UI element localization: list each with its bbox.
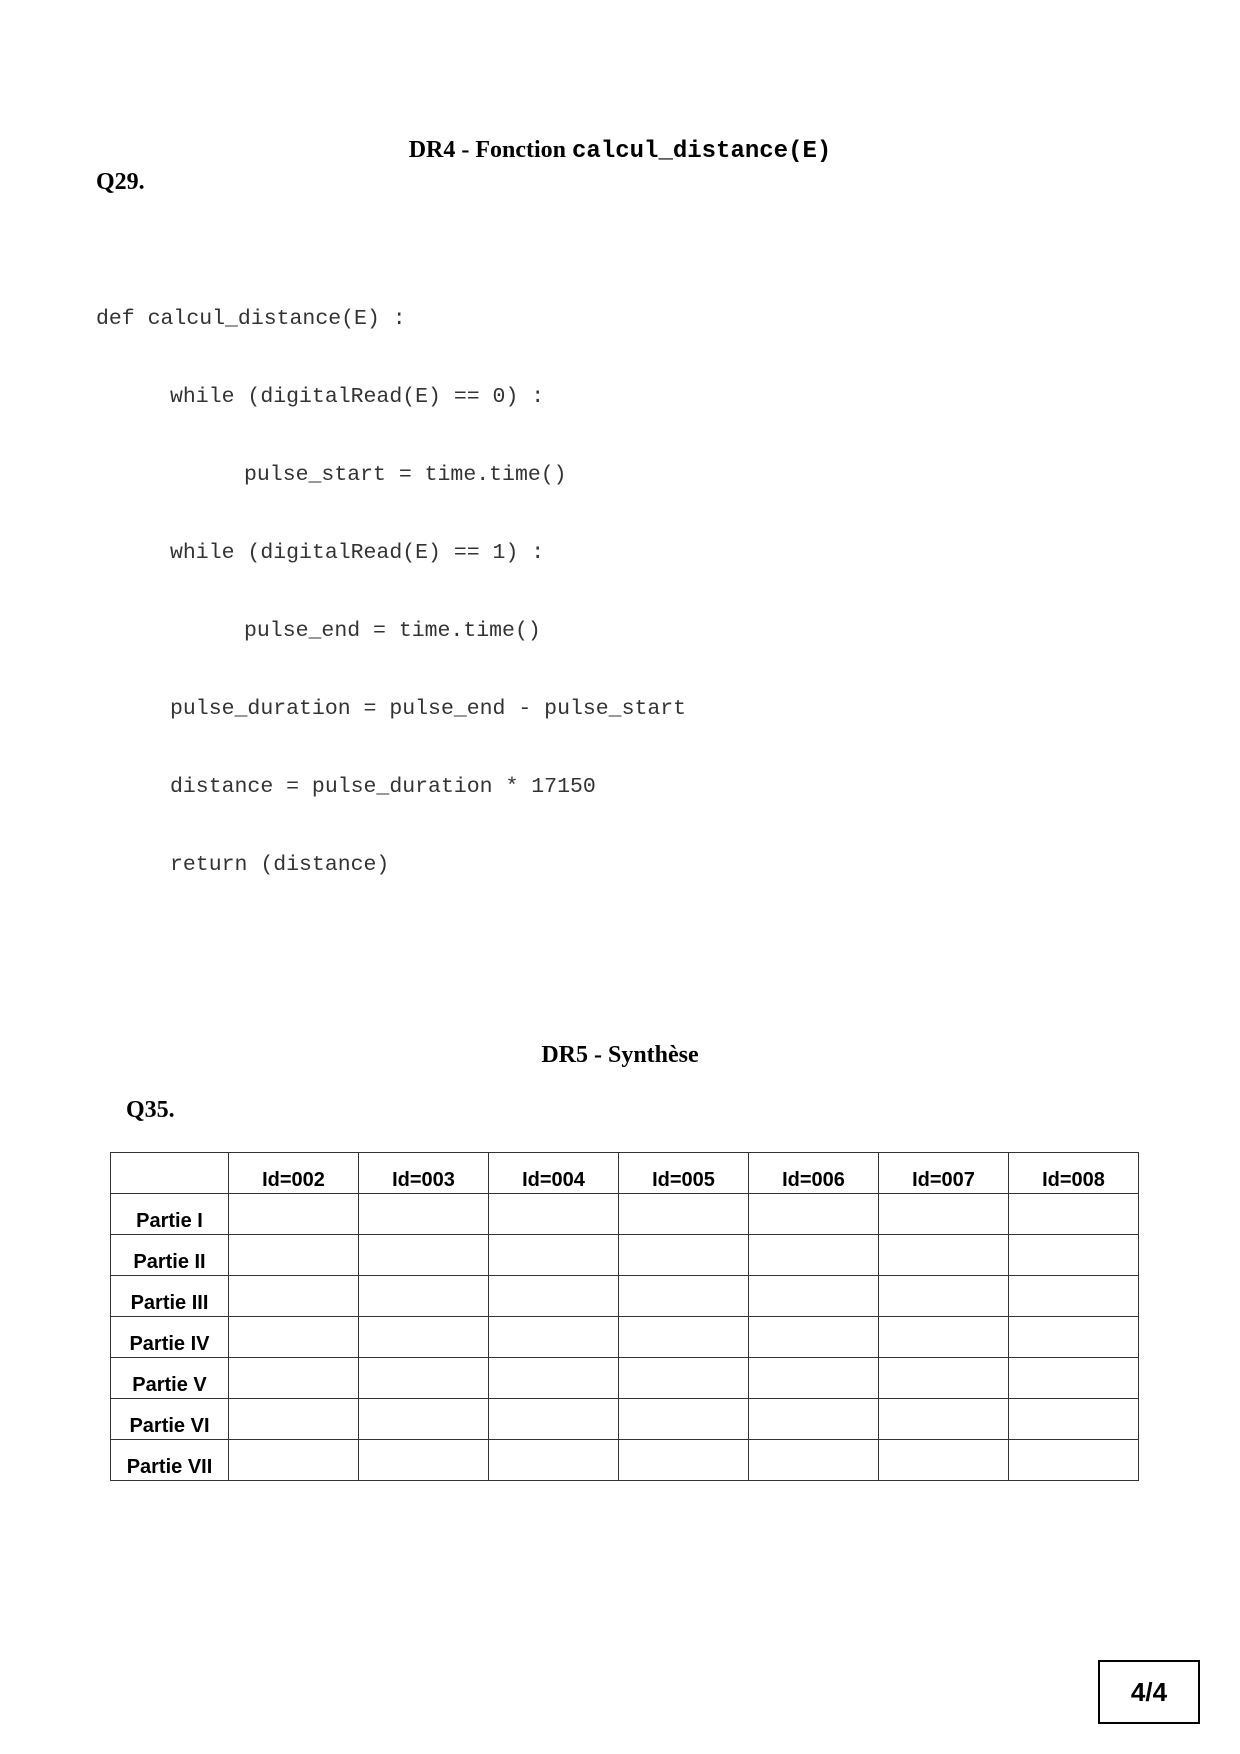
answer-cell[interactable] <box>489 1235 619 1276</box>
table-row <box>111 1317 1139 1358</box>
answer-cell[interactable] <box>489 1194 619 1235</box>
table-row <box>111 1276 1139 1317</box>
dr5-title: DR5 - Synthèse <box>541 1042 699 1068</box>
row-header: Partie I <box>111 1194 229 1235</box>
question-q29: Q29. <box>96 169 145 195</box>
answer-cell[interactable] <box>879 1194 1009 1235</box>
code-block <box>96 254 686 904</box>
column-header: Id=003 <box>359 1153 489 1194</box>
answer-cell[interactable] <box>619 1358 749 1399</box>
answer-cell[interactable] <box>359 1276 489 1317</box>
row-header: Partie IV <box>111 1317 229 1358</box>
answer-cell[interactable] <box>489 1399 619 1440</box>
table-row <box>111 1235 1139 1276</box>
column-header: Id=007 <box>879 1153 1009 1194</box>
dr4-title-prefix: DR4 - Fonction <box>408 137 573 163</box>
code-line: pulse_start = time.time() <box>244 463 567 487</box>
code-line: pulse_end = time.time() <box>244 619 541 643</box>
dr4-title <box>0 137 1240 165</box>
answer-cell[interactable] <box>1009 1399 1139 1440</box>
row-header: Partie VI <box>111 1399 229 1440</box>
answer-cell[interactable] <box>1009 1358 1139 1399</box>
answer-cell[interactable] <box>879 1440 1009 1481</box>
page-number-box <box>1098 1660 1200 1724</box>
table-row <box>111 1399 1139 1440</box>
answer-cell[interactable] <box>229 1317 359 1358</box>
column-header: Id=006 <box>749 1153 879 1194</box>
table-row <box>111 1194 1139 1235</box>
answer-cell[interactable] <box>879 1358 1009 1399</box>
answer-cell[interactable] <box>619 1440 749 1481</box>
column-header: Id=004 <box>489 1153 619 1194</box>
column-header: Id=008 <box>1009 1153 1139 1194</box>
row-header: Partie V <box>111 1358 229 1399</box>
answer-cell[interactable] <box>1009 1194 1139 1235</box>
row-header: Partie III <box>111 1276 229 1317</box>
answer-cell[interactable] <box>749 1440 879 1481</box>
answer-cell[interactable] <box>359 1440 489 1481</box>
answer-cell[interactable] <box>489 1276 619 1317</box>
answer-cell[interactable] <box>229 1358 359 1399</box>
page-number: 4/4 <box>1130 1676 1168 1707</box>
answer-cell[interactable] <box>229 1440 359 1481</box>
row-header: Partie VII <box>111 1440 229 1481</box>
answer-cell[interactable] <box>359 1399 489 1440</box>
answer-cell[interactable] <box>229 1276 359 1317</box>
answer-cell[interactable] <box>359 1235 489 1276</box>
answer-cell[interactable] <box>359 1358 489 1399</box>
code-line: distance = pulse_duration * 17150 <box>170 775 596 799</box>
answer-cell[interactable] <box>619 1235 749 1276</box>
answer-cell[interactable] <box>879 1235 1009 1276</box>
answer-cell[interactable] <box>879 1276 1009 1317</box>
synthesis-table <box>110 1152 1139 1481</box>
code-line: return (distance) <box>170 853 390 877</box>
dr4-title-code: calcul_distance(E) <box>572 138 832 165</box>
answer-cell[interactable] <box>619 1317 749 1358</box>
answer-cell[interactable] <box>619 1399 749 1440</box>
answer-cell[interactable] <box>749 1235 879 1276</box>
answer-cell[interactable] <box>229 1194 359 1235</box>
answer-cell[interactable] <box>229 1235 359 1276</box>
code-line: while (digitalRead(E) == 0) : <box>170 385 545 409</box>
column-header: Id=002 <box>229 1153 359 1194</box>
answer-cell[interactable] <box>1009 1235 1139 1276</box>
answer-cell[interactable] <box>749 1194 879 1235</box>
answer-cell[interactable] <box>489 1358 619 1399</box>
answer-cell[interactable] <box>619 1194 749 1235</box>
answer-cell[interactable] <box>359 1194 489 1235</box>
answer-cell[interactable] <box>749 1358 879 1399</box>
answer-cell[interactable] <box>1009 1276 1139 1317</box>
table-row <box>111 1358 1139 1399</box>
column-header: Id=005 <box>619 1153 749 1194</box>
answer-cell[interactable] <box>749 1317 879 1358</box>
code-line: pulse_duration = pulse_end - pulse_start <box>170 697 687 721</box>
answer-cell[interactable] <box>749 1276 879 1317</box>
answer-cell[interactable] <box>749 1399 879 1440</box>
answer-cell[interactable] <box>359 1317 489 1358</box>
answer-cell[interactable] <box>1009 1317 1139 1358</box>
table-header-row <box>111 1153 1139 1194</box>
question-q35: Q35. <box>126 1097 175 1123</box>
table-corner-cell <box>111 1153 229 1194</box>
table-row <box>111 1440 1139 1481</box>
answer-cell[interactable] <box>229 1399 359 1440</box>
code-line: def calcul_distance(E) : <box>96 307 406 331</box>
answer-cell[interactable] <box>489 1317 619 1358</box>
answer-cell[interactable] <box>1009 1440 1139 1481</box>
row-header: Partie II <box>111 1235 229 1276</box>
answer-cell[interactable] <box>879 1399 1009 1440</box>
answer-cell[interactable] <box>879 1317 1009 1358</box>
code-line: while (digitalRead(E) == 1) : <box>170 541 545 565</box>
answer-cell[interactable] <box>489 1440 619 1481</box>
table-body <box>111 1194 1139 1481</box>
answer-cell[interactable] <box>619 1276 749 1317</box>
